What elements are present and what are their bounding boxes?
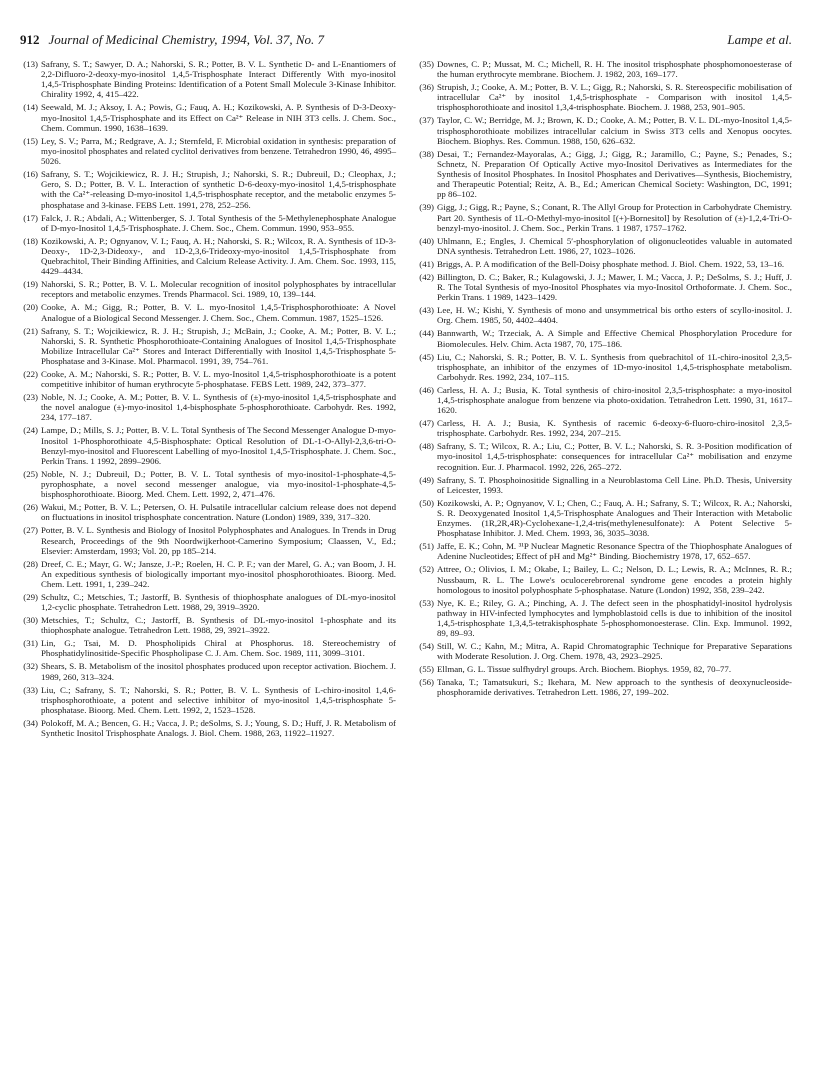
reference-text: Liu, C.; Nahorski, S. R.; Potter, B. V. L. Synthesis from quebrachitol of 1L-chiro-inositol 2,3,5-trisphosphate, an inhibitor of the enzymes of 1D-myo-inositol 1,4,5-trisphosphate metabolism. Carbohydr. Res. 1992, 234, 107–115. (437, 351, 792, 382)
reference-entry (416, 59, 792, 79)
reference-number: (53) (419, 597, 434, 608)
reference-text: Tanaka, T.; Tamatsukuri, S.; Ikehara, M. New approach to the synthesis of deoxynucleoside-phosphoramide derivatives. Tetrahedron Lett. 1986, 27, 199–202. (437, 677, 792, 698)
reference-entry (416, 664, 792, 674)
reference-text: Cooke, A. M.; Gigg, R.; Potter, B. V. L. myo-Inositol 1,4,5-Trisphosphorothioate: A Novel Analogue of a Biological Second Messenger. J. Chem. Soc., Chem. Commun. 1987, 1525–1526. (41, 302, 396, 323)
reference-number: (24) (23, 425, 38, 436)
reference-column-left (20, 59, 396, 741)
reference-entry (20, 469, 396, 499)
reference-entry (416, 115, 792, 145)
reference-text: Shears, S. B. Metabolism of the inositol phosphates produced upon receptor activation. Biochem. J. 1989, 260, 313–324. (41, 661, 396, 682)
reference-text: Nye, K. E.; Riley, G. A.; Pinching, A. J. The defect seen in the phosphatidyl-inositol hydrolysis pathway in HIV-infected lymphocytes and lymphoblastoid cells is due to inhibition of the inositol 1,4,5-trisphosphate 1,3,4,5-tetrakisphosphate 5-phosphomonoesterase. Clin. Exp. Immunol. 1992, 89, 89–93. (437, 597, 792, 639)
reference-number: (37) (419, 115, 434, 126)
reference-entry (416, 202, 792, 232)
reference-number: (49) (419, 474, 434, 485)
reference-number: (17) (23, 212, 38, 223)
reference-text: Carless, H. A. J.; Busia, K. Total synthesis of chiro-inositol 2,3,5-trisphosphate: a myo-inositol 1,4,5-trisphosphate analogue from benzene via photo-oxidation. Tetrahedron Lett. 1990, 31, 1617–1620. (437, 384, 792, 416)
reference-text: Still, W. C.; Kahn, M.; Mitra, A. Rapid Chromatographic Technique for Preparative Separations with Moderate Resolution. J. Org. Chem. 1978, 43, 2923–2925. (437, 641, 792, 662)
reference-entry (416, 305, 792, 325)
reference-number: (41) (419, 258, 434, 269)
reference-entry (20, 661, 396, 681)
reference-entry (416, 564, 792, 594)
reference-text: Downes, C. P.; Mussat, M. C.; Michell, R. H. The inositol trisphosphate phosphomonoesterase of the human erythrocyte membrane. Biochem. J. 1982, 203, 169–177. (437, 59, 792, 80)
journal-citation: Journal of Medicinal Chemistry, 1994, Vol. 37, No. 7 (48, 32, 325, 47)
reference-entry (20, 213, 396, 233)
reference-entry (416, 641, 792, 661)
reference-text: Jaffe, E. K.; Cohn, M. ³¹P Nuclear Magnetic Resonance Spectra of the Thiophosphate Analogues of Adenine Nucleotides; Effect of pH and Mg²⁺ Binding. Biochemistry 1978, 17, 652–657. (437, 541, 792, 562)
reference-text: Liu, C.; Safrany, S. T.; Nahorski, S. R.; Potter, B. V. L. Synthesis of L-chiro-inositol 1,4,6-trisphosphorothioate, a potent and selective inhibitor of myo-inositol 1,4,5-trisphosphate 5-phosphatase. Bioorg. Med. Chem. Lett. 1992, 2, 1523–1528. (41, 684, 396, 715)
reference-entry (416, 498, 792, 539)
reference-entry (416, 82, 792, 112)
reference-number: (35) (419, 59, 434, 69)
reference-entry (20, 302, 396, 322)
reference-number: (15) (23, 135, 38, 146)
reference-number: (18) (23, 235, 38, 246)
reference-entry (20, 559, 396, 589)
reference-text: Taylor, C. W.; Berridge, M. J.; Brown, K. D.; Cooke, A. M.; Potter, B. V. L. DL-myo-Inositol 1,4,5-trisphosphorothioate mobilizes intracellular calcium in Swiss 3T3 cells and Xenopus oocytes. Biochem. Biophys. Res. Commun. 1988, 150, 626–632. (437, 115, 792, 146)
reference-entry (416, 259, 792, 269)
reference-text: Gigg, J.; Gigg, R.; Payne, S.; Conant, R. The Allyl Group for Protection in Carbohydrate Chemistry. Part 20. Synthesis of 1L-O-Methyl-myo-inositol [(+)-Bornesitol] by Resolution of (±)-1,2,4-Tri-O-benzyl-myo-inositol. J. Chem. Soc., Perkin Trans. 1 1987, 1757–1762. (437, 202, 792, 233)
reference-number: (28) (23, 558, 38, 569)
reference-text: Wakui, M.; Potter, B. V. L.; Petersen, O. H. Pulsatile intracellular calcium release does not depend on fluctuations in inositol trisphosphate concentration. Nature (London) 1989, 339, 317–320. (41, 502, 396, 523)
reference-text: Dreef, C. E.; Mayr, G. W.; Jansze, J.-P.; Roelen, H. C. P. F.; van der Marel, G. A.; van Boom, J. H. An expeditious synthesis of biologically important myo-inositol phosphorothioates. Bioorg. Med. Chem. Lett. 1991, 1, 239–242. (41, 558, 396, 589)
reference-entry (20, 169, 396, 210)
reference-entry (416, 677, 792, 697)
reference-number: (27) (23, 525, 38, 536)
reference-text: Attree, O.; Olivios, I. M.; Okabe, I.; Bailey, L. C.; Nelson, D. L.; Lewis, R. A.; McInnes, R. R.; Nussbaum, R. L. The Lowe's oculocerebrorenal syndrome gene encodes a protein highly homologous to inositol polyphosphate 5-phosphatase. Nature (London) 1992, 358, 239–242. (437, 564, 792, 595)
reference-text: Noble, N. J.; Dubreuil, D.; Potter, B. V. L. Total synthesis of myo-inositol-1-phosphate-4,5-pyrophosphate, a novel second messenger analogue, via myo-inositol-1-phosphate-4,5-bisphosphorothioate. Bioorg. Med. Chem. Lett. 1992, 2, 471–476. (41, 468, 396, 500)
reference-number: (39) (419, 202, 434, 213)
reference-text: Briggs, A. P. A modification of the Bell-Doisy phosphate method. J. Biol. Chem. 1922, 53, 13–16. (437, 258, 785, 269)
reference-number: (42) (419, 271, 434, 282)
reference-text: Lee, H. W.; Kishi, Y. Synthesis of mono and unsymmetrical bis ortho esters of scyllo-inositol. J. Org. Chem. 1985, 50, 4402–4404. (437, 305, 792, 326)
reference-entry (20, 236, 396, 277)
reference-number: (43) (419, 305, 434, 316)
reference-text: Cooke, A. M.; Nahorski, S. R.; Potter, B. V. L. myo-Inositol 1,4,5-trisphosphorothioate is a potent competitive inhibitor of human erythrocyte 5-phosphatase. FEBS Lett. 1989, 242, 373–377. (41, 368, 396, 390)
reference-number: (20) (23, 302, 38, 313)
reference-number: (46) (419, 384, 434, 395)
reference-number: (44) (419, 328, 434, 339)
reference-text: Kozikowski, A. P.; Ognyanov, V. I.; Chen, C.; Fauq, A. H.; Safrany, S. T.; Wilcox, R. A.; Nahorski, S. R. Deoxygenated Inositol 1,4,5-Trisphosphate Analogues and Their Interaction with Metabolic Enzymes. (1R,2R,4R)-Cyclohexane-1,2,4-tris(methylenesulfonate): A Potent Selective 5-Phosphatase Inhibitor. J. Med. Chem. 1993, 36, 3035–3038. (437, 497, 792, 539)
reference-number: (31) (23, 638, 38, 649)
reference-entry (20, 102, 396, 132)
reference-number: (21) (23, 325, 38, 336)
reference-entry (416, 385, 792, 415)
reference-number: (36) (419, 82, 434, 93)
reference-number: (47) (419, 418, 434, 429)
reference-entry (20, 326, 396, 367)
reference-number: (33) (23, 684, 38, 695)
reference-text: Safrany, S. T. Phosphoinositide Signalling in a Neuroblastoma Cell Line. Ph.D. Thesis, University of Leicester, 1993. (437, 474, 792, 495)
running-header (20, 32, 792, 49)
reference-entry (20, 638, 396, 658)
reference-entry (20, 615, 396, 635)
reference-number: (34) (23, 717, 38, 728)
reference-entry (20, 425, 396, 466)
reference-entry (416, 441, 792, 471)
reference-entry (416, 149, 792, 200)
reference-number: (19) (23, 279, 38, 290)
reference-entry (20, 525, 396, 555)
references-body (20, 59, 792, 741)
reference-number: (30) (23, 615, 38, 626)
reference-text: Carless, H. A. J.; Busia, K. Synthesis of racemic 6-deoxy-6-fluoro-chiro-inositol 2,3,5-trisphosphate. Carbohydr. Res. 1992, 234, 207–215. (437, 418, 792, 439)
reference-number: (32) (23, 661, 38, 672)
reference-text: Desai, T.; Fernandez-Mayoralas, A.; Gigg, J.; Gigg, R.; Jaramillo, C.; Payne, S.; Penades, S.; Schnetz, N. Preparation Of Optically Active myo-Inositol Derivatives as Intermediates for the Synthesis of Inositol Phosphates. In Inositol Phosphates and Derivatives—Synthesis, Biochemistry, and Therapeutic Potential; Reitz, A. B., Ed.; American Chemical Society: Washington, DC, 1991; pp 86–102. (437, 148, 792, 200)
reference-number: (51) (419, 541, 434, 552)
reference-text: Kozikowski, A. P.; Ognyanov, V. I.; Fauq, A. H.; Nahorski, S. R.; Wilcox, R. A. Synthesis of 1D-3-Deoxy-, 1D-2,3-Dideoxy-, and 1D-2,3,6-Trideoxy-myo-inositol 1,4,5-Trisphosphate from Quebrachitol, Their Binding Affinities, and Calcium Release Activity. J. Am. Chem. Soc. 1993, 115, 4429–4434. (41, 235, 396, 277)
reference-entry (20, 392, 396, 422)
reference-text: Billington, D. C.; Baker, R.; Kulagowski, J. J.; Mawer, I. M.; Vacca, J. P.; DeSolms, S. J.; Huff, J. R. The Total Synthesis of myo-Inositol Phosphates via myo-Inositol Orthoformate. J. Chem. Soc., Perkin Trans. 1 1989, 1423–1429. (437, 271, 792, 303)
reference-number: (55) (419, 664, 434, 675)
reference-text: Seewald, M. J.; Aksoy, I. A.; Powis, G.; Fauq, A. H.; Kozikowski, A. P. Synthesis of D-3-Deoxy-myo-Inositol 1,4,5-Trisphosphate and its Effect on Ca²⁺ Release in NIH 3T3 cells. J. Chem. Soc., Chem. Commun. 1990, 1638–1639. (41, 102, 396, 133)
reference-text: Safrany, S. T.; Wojcikiewicz, R. J. H.; Strupish, J.; McBain, J.; Cooke, A. M.; Potter, B. V. L.; Nahorski, S. R. Synthetic Phosphorothioate-Containing Analogues of Inositol 1,4,5-Trisphosphate Mobilize Intracellular Ca²⁺ Stores and Interact Differentially with Inositol 1,4,5-Trisphosphate 5-Phosphatase and 3-Kinase. Mol. Pharmacol. 1991, 39, 754–761. (41, 325, 396, 366)
reference-number: (54) (419, 641, 434, 652)
reference-entry (416, 541, 792, 561)
reference-text: Strupish, J.; Cooke, A. M.; Potter, B. V. L.; Gigg, R.; Nahorski, S. R. Stereospecific mobilisation of intracellular Ca²⁺ by inositol 1,4,5-trisphosphate - Comparison with inositol 1,4,5-trisphosphorothioate and inositol 1,3,4-trisphosphate. Biochem. J. 1988, 253, 901–905. (437, 82, 792, 113)
reference-text: Falck, J. R.; Abdali, A.; Wittenberger, S. J. Total Synthesis of the 5-Methylenephosphate Analogue of D-myo-Inositol 1,4,5-Trisphosphate. J. Chem. Soc., Chem. Commun. 1990, 953–955. (41, 212, 396, 233)
reference-text: Potter, B. V. L. Synthesis and Biology of Inositol Polyphosphates and Analogues. In Trends in Drug Research, Proceedings of the 9th Noordwijkerhoot-Camerino Symposium; Claassen, V., Ed.; Elsevier: Amsterdam, 1993; Vol. 20, pp 185–214. (41, 525, 396, 556)
reference-text: Safrany, S. T.; Wilcox, R. A.; Liu, C.; Potter, B. V. L.; Nahorski, S. R. 3-Position modification of myo-inositol 1,4,5-trisphosphate: consequences for intracellular Ca²⁺ mobilisation and enzyme recognition. Eur. J. Pharmacol. 1992, 226, 265–272. (437, 441, 792, 472)
reference-text: Ellman, G. L. Tissue sulfhydryl groups. Arch. Biochem. Biophys. 1959, 82, 70–77. (437, 664, 732, 675)
reference-text: Lampe, D.; Mills, S. J.; Potter, B. V. L. Total Synthesis of The Second Messenger Analogue D-myo-Inositol 1-Phosphorothioate 4,5-Bisphosphate: Optical Resolution of DL-1-O-Allyl-2,3,6-tri-O-Benzyl-myo-inositol and Fluorescent Labelling of myo-Inositol 1,4,5-Trisphosphate. J. Chem. Soc., Perkin Trans. 1 1992, 2899–2906. (41, 425, 396, 466)
reference-number: (25) (23, 468, 38, 479)
reference-text: Nahorski, S. R.; Potter, B. V. L. Molecular recognition of inositol polyphosphates by intracellular receptors and metabolic enzymes. Trends Pharmacol. Sci. 1989, 10, 139–144. (41, 279, 396, 300)
reference-number: (45) (419, 351, 434, 362)
reference-entry (416, 598, 792, 639)
page-number: 912 (20, 32, 40, 47)
reference-number: (50) (419, 497, 434, 508)
reference-number: (52) (419, 564, 434, 575)
reference-text: Metschies, T.; Schultz, C.; Jastorff, B. Synthesis of DL-myo-inositol 1-phosphate and its thiophosphate analogue. Tetrahedron Lett. 1988, 29, 3921–3922. (41, 615, 396, 636)
reference-number: (22) (23, 368, 38, 379)
reference-entry (416, 236, 792, 256)
reference-number: (48) (419, 441, 434, 452)
reference-number: (14) (23, 102, 38, 113)
reference-text: Noble, N. J.; Cooke, A. M.; Potter, B. V. L. Synthesis of (±)-myo-inositol 1,4,5-trisphosphate and the novel analogue (±)-myo-inositol 1,4-bisphosphate 5-phosphorothioate. Carbohydr. Res. 1992, 234, 177–187. (41, 392, 396, 423)
reference-text: Bannwarth, W.; Trzeciak, A. A Simple and Effective Chemical Phosphorylation Procedure for Biomolecules. Helv. Chim. Acta 1987, 70, 175–186. (437, 328, 792, 349)
reference-number: (16) (23, 169, 38, 180)
reference-entry (20, 592, 396, 612)
reference-text: Polokoff, M. A.; Bencen, G. H.; Vacca, J. P.; deSolms, S. J.; Young, S. D.; Huff, J. R. Metabolism of Synthetic Inositol Trisphosphate Analogs. J. Biol. Chem. 1988, 263, 11922–11927. (41, 717, 396, 739)
reference-number: (23) (23, 392, 38, 403)
reference-text: Safrany, S. T.; Sawyer, D. A.; Nahorski, S. R.; Potter, B. V. L. Synthetic D- and L-Enantiomers of 2,2-Difluoro-2-deoxy-myo-inositol 1,4,5-Trisphosphate Interact Differently With myo-inositol 1,4,5-Trisphosphate Binding Proteins: Identification of a Potent Small Molecule 3-Kinase Inhibitor. Chirality 1992, 4, 415–422. (41, 59, 396, 100)
reference-entry (416, 475, 792, 495)
reference-entry (20, 279, 396, 299)
reference-number: (38) (419, 148, 434, 159)
reference-entry (20, 59, 396, 100)
reference-entry (20, 502, 396, 522)
reference-text: Schultz, C.; Metschies, T.; Jastorff, B. Synthesis of thiophosphate analogues of DL-myo-inositol 1,2-cyclic phosphate. Tetrahedron Lett. 1988, 29, 3919–3920. (41, 592, 396, 613)
reference-entry (20, 369, 396, 389)
reference-text: Safrany, S. T.; Wojcikiewicz, R. J. H.; Strupish, J.; Nahorski, S. R.; Dubreuil, D.; Cleophax, J.; Gero, S. D.; Potter, B. V. L. Interaction of synthetic D-6-deoxy-myo-inositol 1,4,5-trisphosphate with the Ca²⁺-releasing D-myo-inositol 1,4,5-trisphosphate receptor, and the metabolic enzymes 5-phosphatase and 3-kinase. FEBS Lett. 1991, 278, 252–256. (41, 169, 396, 210)
reference-text: Ley, S. V.; Parra, M.; Redgrave, A. J.; Sternfeld, F. Microbial oxidation in synthesis: preparation of myo-inositol phosphates and related cyclitol derivatives from benzene. Tetrahedron 1990, 46, 4995–5026. (41, 135, 396, 167)
reference-number: (29) (23, 592, 38, 602)
reference-entry (416, 272, 792, 302)
reference-number: (40) (419, 235, 434, 246)
reference-entry (416, 352, 792, 382)
reference-text: Uhlmann, E.; Engles, J. Chemical 5′-phosphorylation of oligonucleotides valuable in automated DNA synthesis. Tetrahedron Lett. 1986, 27, 1023–1026. (437, 235, 792, 256)
running-authors: Lampe et al. (727, 32, 792, 47)
reference-entry (20, 685, 396, 715)
reference-entry (416, 418, 792, 438)
reference-column-right (416, 59, 792, 741)
reference-entry (20, 718, 396, 738)
reference-number: (13) (23, 59, 38, 69)
reference-text: Lin, G.; Tsai, M. D. Phospholipids Chiral at Phosphorus. 18. Stereochemistry of Phosphatidylinositide-Specific Phospholipase C. J. Am. Chem. Soc. 1989, 111, 3099–3101. (41, 638, 396, 659)
reference-number: (26) (23, 502, 38, 513)
reference-entry (416, 328, 792, 348)
reference-number: (56) (419, 677, 434, 688)
reference-entry (20, 136, 396, 166)
